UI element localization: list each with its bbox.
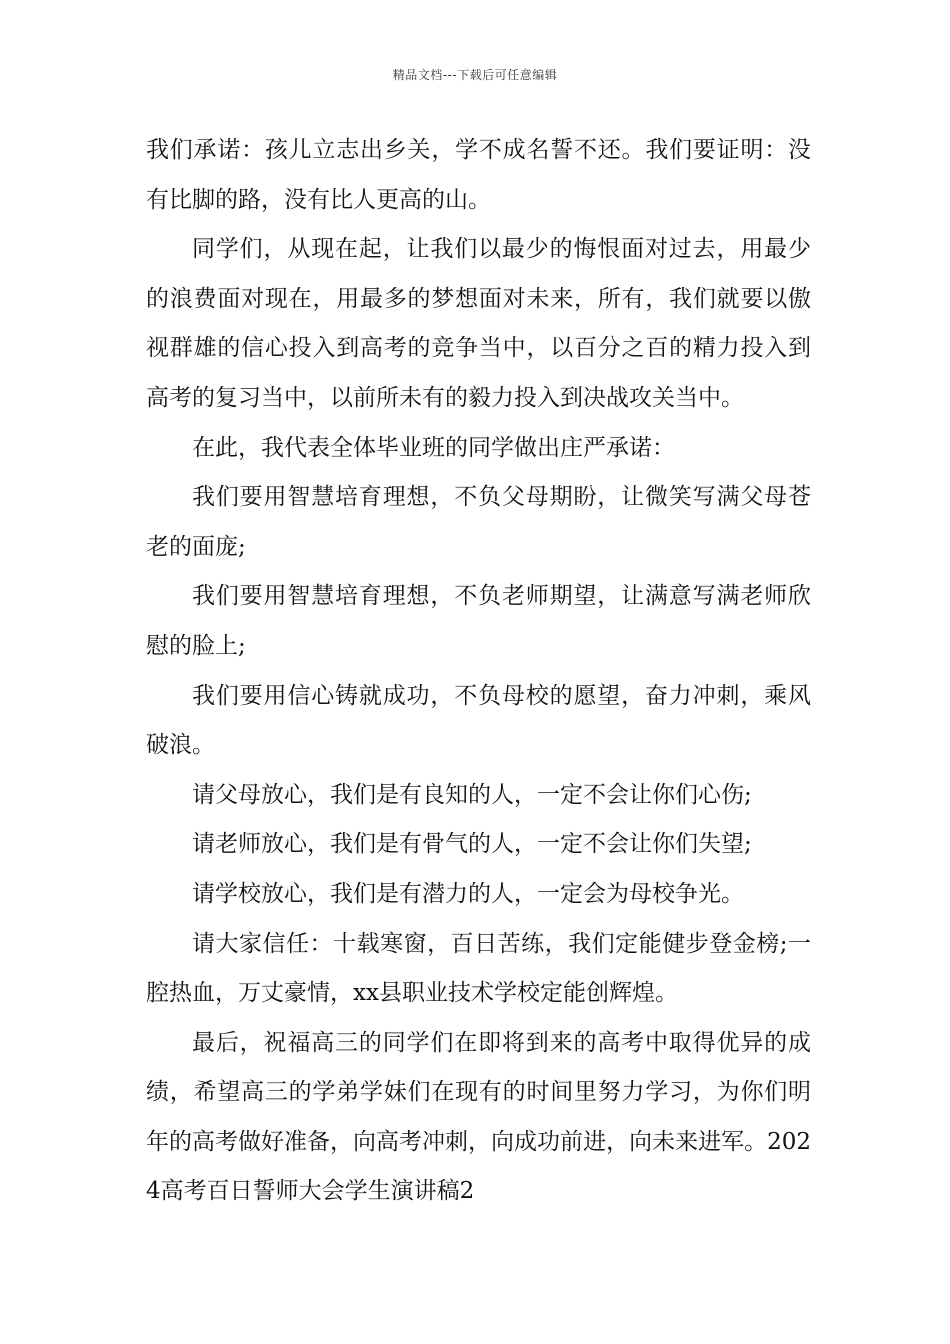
paragraph-4: 我们要用智慧培育理想，不负父母期盼，让微笑写满父母苍老的面庞; [146,484,811,560]
paragraph-8: 请老师放心，我们是有骨气的人，一定不会让你们失望; [192,831,752,858]
document-body [146,126,811,1217]
paragraph-3: 在此，我代表全体毕业班的同学做出庄严承诺： [192,434,675,461]
paragraph-10: 请大家信任：十载寒窗，百日苦练，我们定能健步登金榜;一腔热血，万丈豪情，xx县职业技术学校定能创辉煌。 [146,930,811,1007]
paragraph-1: 我们承诺：孩儿立志出乡关，学不成名誓不还。我们要证明：没有比脚的路，没有比人更高的山。 [146,137,811,213]
paragraph-11: 最后，祝福高三的同学们在即将到来的高考中取得优异的成绩，希望高三的学弟学妹们在现有的时间里努力学习，为你们明年的高考做好准备，向高考冲刺，向成功前进，向未来进军。2024高考百日誓师大会学生演讲稿2 [146,1029,811,1205]
paragraph-2: 同学们，从现在起，让我们以最少的悔恨面对过去，用最少的浪费面对现在，用最多的梦想面对未来，所有，我们就要以傲视群雄的信心投入到高考的竞争当中，以百分之百的精力投入到高考的复习当中，以前所未有的毅力投入到决战攻关当中。 [146,236,811,411]
paragraph-6: 我们要用信心铸就成功，不负母校的愿望，奋力冲刺，乘风破浪。 [146,682,811,759]
paragraph-7: 请父母放心，我们是有良知的人，一定不会让你们心伤; [192,781,752,808]
paragraph-9: 请学校放心，我们是有潜力的人，一定会为母校争光。 [192,880,744,907]
paragraph-5: 我们要用智慧培育理想，不负老师期望，让满意写满老师欣慰的脸上; [146,583,811,659]
page-header: 精品文档---下载后可任意编辑 [392,68,558,82]
